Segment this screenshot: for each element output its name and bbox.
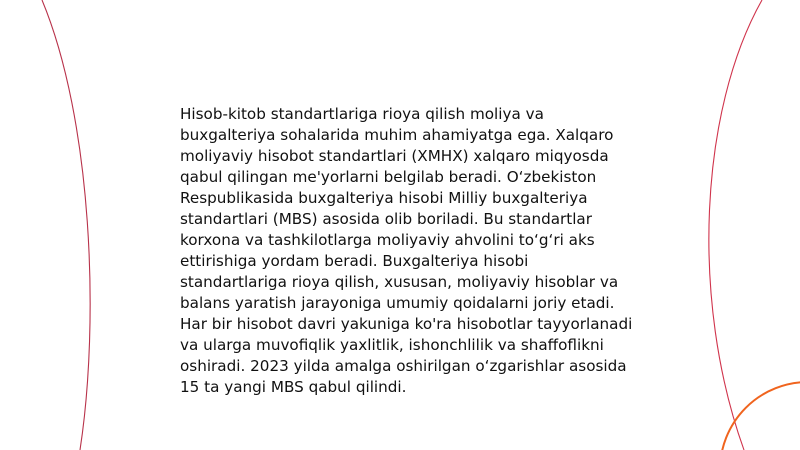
left-curve-decoration [42, 0, 90, 450]
right-curve-decoration [709, 0, 762, 450]
orange-ring-decoration [720, 382, 800, 450]
body-paragraph: Hisob-kitob standartlariga rioya qilish moliya va buxgalteriya sohalarida muhim ahamiyatga ega. Xalqaro moliyaviy hisobot standartlari (XMHX) xalqaro miqyosda qabul qilingan me'yorlarni belgilab beradi. O‘zbekiston Respublikasida buxgalteriya hisobi Milliy buxgalteriya standartlari (MBS) asosida olib boriladi. Bu standartlar korxona va tashkilotlarga moliyaviy ahvolini to‘g‘ri aks ettirishiga yordam beradi. Buxgalteriya hisobi standartlariga rioya qilish, xususan, moliyaviy hisoblar va balans yaratish jarayoniga umumiy qoidalarni joriy etadi. Har bir hisobot davri yakuniga ko'ra hisobotlar tayyorlanadi va ularga muvofiqlik yaxlitlik, ishonchlilik va shaffoflikni oshiradi. 2023 yilda amalga oshirilgan o‘zgarishlar asosida 15 ta yangi MBS qabul qilindi. [180, 105, 633, 396]
